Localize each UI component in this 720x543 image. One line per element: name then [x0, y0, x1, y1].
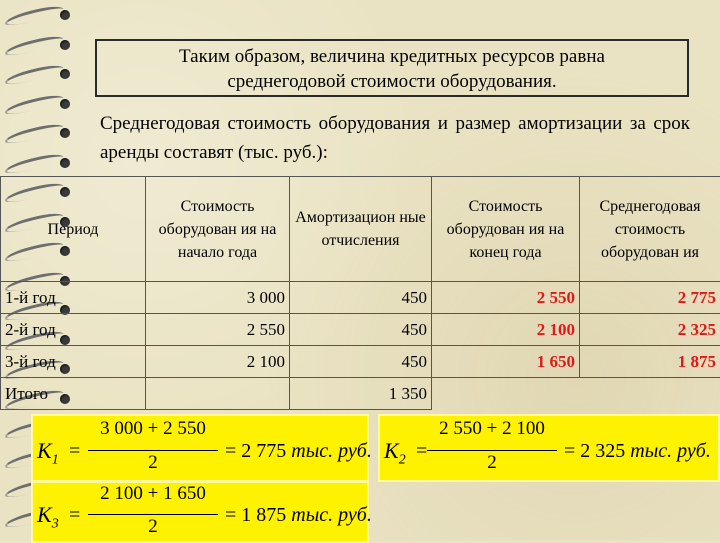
- fraction-bar: [427, 450, 557, 451]
- row-end-cost: [432, 378, 580, 410]
- row-period: 1-й год: [1, 282, 146, 314]
- row-depreciation: 450: [290, 314, 432, 346]
- row-depreciation: 1 350: [290, 378, 432, 410]
- formula-result: = 1 875 тыс. руб.: [225, 504, 372, 527]
- formula-denominator: 2: [427, 452, 557, 474]
- header-end-cost: Стоимость оборудован ия на конец года: [432, 177, 580, 282]
- row-start-cost: 2 100: [146, 346, 290, 378]
- header-depreciation: Амортизацион ные отчисления: [290, 177, 432, 282]
- row-start-cost: 2 550: [146, 314, 290, 346]
- row-end-cost: 2 100: [432, 314, 580, 346]
- row-average-cost: [580, 378, 720, 410]
- formula-numerator: 2 550 + 2 100: [427, 418, 557, 440]
- table-row: [1, 346, 720, 378]
- formula-denominator: 2: [88, 452, 218, 474]
- formula-symbol: $K_1$: [37, 438, 59, 468]
- row-start-cost: 3 000: [146, 282, 290, 314]
- equals-sign: =: [69, 440, 80, 463]
- header-average-cost: Среднегодовая стоимость оборудован ия: [580, 177, 720, 282]
- row-average-cost: 2 775: [580, 282, 720, 314]
- row-period: 2-й год: [1, 314, 146, 346]
- formula-k1: [31, 414, 369, 482]
- intro-paragraph: Среднегодовая стоимость оборудования и размер амортизации за срок аренды составят (тыс. руб.):: [100, 109, 690, 167]
- row-depreciation: 450: [290, 346, 432, 378]
- binding-ring: [4, 67, 74, 81]
- formula-denominator: 2: [88, 516, 218, 538]
- formula-result: = 2 325 тыс. руб.: [564, 440, 711, 463]
- formula-symbol: $K_3$: [37, 502, 59, 532]
- formula-k3: [31, 481, 369, 543]
- formula-numerator: 2 100 + 1 650: [88, 483, 218, 505]
- row-average-cost: 2 325: [580, 314, 720, 346]
- row-end-cost: 2 550: [432, 282, 580, 314]
- binding-ring: [4, 38, 74, 52]
- binding-ring: [4, 8, 74, 22]
- title-box: [95, 39, 689, 97]
- formula-numerator: 3 000 + 2 550: [88, 418, 218, 440]
- row-period: 3-й год: [1, 346, 146, 378]
- binding-ring: [4, 156, 74, 170]
- formula-symbol: $K_2$: [384, 438, 406, 468]
- equals-sign: =: [416, 440, 427, 463]
- binding-ring: [4, 126, 74, 140]
- header-period: Период: [1, 177, 146, 282]
- equals-sign: =: [69, 504, 80, 527]
- data-table: [0, 176, 720, 410]
- title-line-2: среднегодовой стоимости оборудования.: [97, 69, 687, 94]
- table-row: [1, 282, 720, 314]
- binding-ring: [4, 97, 74, 111]
- row-start-cost: [146, 378, 290, 410]
- formula-k2: [378, 414, 720, 482]
- row-end-cost: 1 650: [432, 346, 580, 378]
- row-average-cost: 1 875: [580, 346, 720, 378]
- table-header-row: [1, 177, 720, 282]
- table-row-total: [1, 378, 720, 410]
- header-start-cost: Стоимость оборудован ия на начало года: [146, 177, 290, 282]
- row-period: Итого: [1, 378, 146, 410]
- row-depreciation: 450: [290, 282, 432, 314]
- table-row: [1, 314, 720, 346]
- formula-result: = 2 775 тыс. руб.: [225, 440, 372, 463]
- fraction-bar: [88, 450, 218, 451]
- fraction-bar: [88, 514, 218, 515]
- title-line-1: Таким образом, величина кредитных ресурсов равна: [97, 44, 687, 69]
